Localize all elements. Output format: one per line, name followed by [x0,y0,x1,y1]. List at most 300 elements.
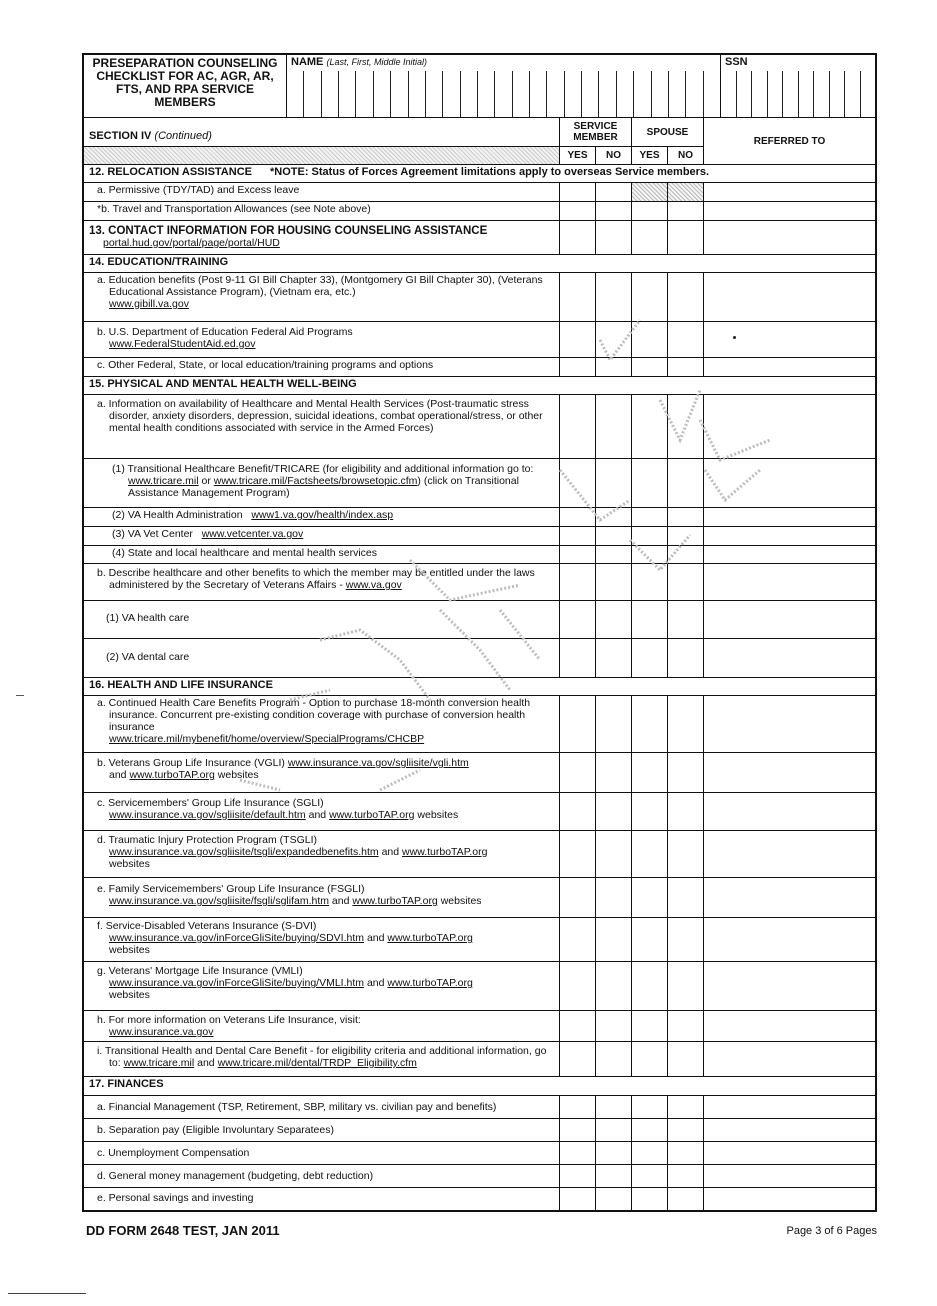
sm-no-box[interactable] [596,1011,632,1041]
table-row [84,601,875,639]
spouse-label: SPOUSE [632,118,703,147]
sp-no-box[interactable] [668,358,704,376]
item-body: f. Service-Disabled Veterans Insurance (S-DVI) [97,920,317,932]
sm-yes-box[interactable] [560,395,596,458]
sm-yes-box[interactable] [560,601,596,638]
column-headers [84,118,875,165]
spouse-header [632,118,704,164]
fsgli-link[interactable]: www.insurance.va.gov/sgliisite/fsgli/sglifam.htm [109,895,329,907]
sp-yes-box[interactable] [632,601,668,638]
referred-to-cell[interactable] [704,753,875,792]
referred-to-cell[interactable] [704,358,875,376]
websites-text: websites [109,858,150,870]
sm-yes-box[interactable] [560,564,596,600]
sp-no-box[interactable] [668,1011,704,1041]
sp-no-box[interactable] [668,878,704,917]
sm-no-box[interactable] [596,1142,632,1164]
section-label: SECTION IV [89,130,152,142]
referred-to-label: REFERRED TO [753,135,826,147]
sm-no-box[interactable] [596,1188,632,1210]
referred-to-cell[interactable] [704,1142,875,1164]
connector-text: and [366,932,385,944]
connector-text: or [198,475,214,487]
sp-yes-box[interactable] [632,358,668,376]
turbotap-link[interactable]: www.turboTAP.org [387,977,473,989]
referred-to-cell[interactable] [704,527,875,545]
item-body: a. Information on availability of Healthcare and Mental Health Services (Post-traumatic stress disorder, anxiety disorders, depression, suicidal ideations, combat operational/stress, or other mental health conditions associated with service in the Armed Forces) [97,398,543,434]
sm-yes-box[interactable] [560,962,596,1010]
name-label [287,55,720,71]
item-body: (2) VA Health Administration [112,509,243,521]
item-text: a. Permissive (TDY/TAD) and Excess leave [84,183,560,201]
websites-text: websites [417,809,459,821]
table-row [84,183,875,202]
sp-no-box[interactable] [668,639,704,677]
item-body: i. Transitional Health and Dental Care Benefit - for eligibility criteria and additional information, go to: [97,1045,547,1069]
vmli-link[interactable]: www.insurance.va.gov/inForceGliSite/buying/VMLI.htm [109,977,365,989]
sp-no-box[interactable] [668,322,704,357]
item-text: a. Financial Management (TSP, Retirement, SBP, military vs. civilian pay and benefits) [84,1096,560,1118]
connector-text: and [197,1057,215,1069]
name-label-text: NAME [291,56,324,68]
turbotap-link[interactable]: www.turboTAP.org [129,769,215,781]
referred-to-cell[interactable] [704,696,875,752]
tricare-factsheets-link[interactable]: www.tricare.mil/Factsheets/browsetopic.cfm [213,475,418,487]
sm-yes-box[interactable] [560,639,596,677]
table-row [84,1042,875,1077]
section-note: *NOTE: Status of Forces Agreement limitations apply to overseas Service members. [269,166,710,178]
sp-yes-box[interactable] [632,221,668,254]
ssn-label: SSN [725,56,748,68]
sm-yes-box[interactable] [560,221,596,254]
connector-text: and [109,769,127,781]
form-header [84,55,875,118]
referred-to-cell[interactable] [704,1011,875,1041]
item-body: b. U.S. Department of Education Federal Aid Programs [97,326,353,338]
sp-no-box[interactable] [668,753,704,792]
trdp-link[interactable]: www.tricare.mil/dental/TRDP_Eligibility.cfm [217,1057,417,1069]
shaded-bar [84,146,559,164]
table-row [84,878,875,918]
item-body: (1) VA health care [106,612,190,624]
table-row [84,639,875,678]
sp-no-box[interactable] [668,221,704,254]
sm-no-box[interactable] [596,202,632,220]
turbotap-link[interactable]: www.turboTAP.org [352,895,438,907]
section-title: 15. PHYSICAL AND MENTAL HEALTH WELL-BEING [89,378,357,390]
sm-no-box[interactable] [596,395,632,458]
item-body: c. Servicemembers' Group Life Insurance (SGLI) [97,797,324,809]
section-row [84,165,875,183]
va-health-link[interactable]: www1.va.gov/health/index.asp [251,509,394,521]
item-text [84,322,560,357]
sp-yes-box[interactable] [632,1096,668,1118]
sp-yes-box[interactable] [632,753,668,792]
sdvi-link[interactable]: www.insurance.va.gov/inForceGliSite/buying/SDVI.htm [109,932,365,944]
referred-to-cell[interactable] [704,395,875,458]
sm-no-box[interactable] [596,878,632,917]
sp-yes-box[interactable] [632,878,668,917]
sm-yes-box[interactable] [560,1011,596,1041]
section-title: 16. HEALTH AND LIFE INSURANCE [89,679,273,691]
section-title: 12. RELOCATION ASSISTANCE [89,166,252,178]
item-text [84,831,560,877]
yes-label: YES [560,147,596,164]
tricare-link[interactable]: www.tricare.mil [128,475,199,487]
sm-no-box[interactable] [596,639,632,677]
item-text: c. Other Federal, State, or local education/training programs and options [84,358,560,376]
sp-yes-box[interactable] [632,1119,668,1141]
sm-no-box[interactable] [596,564,632,600]
item-body: (3) VA Vet Center [112,528,193,540]
sm-yes-box[interactable] [560,793,596,830]
referred-to-cell[interactable] [704,459,875,507]
title-line: FTS, AND RPA SERVICE [115,82,255,96]
item-text: e. Personal savings and investing [84,1188,560,1210]
sp-yes-box[interactable] [632,202,668,220]
item-text: (4) State and local healthcare and mental health services [84,546,560,563]
sp-yes-box[interactable] [632,508,668,526]
sp-no-box[interactable] [668,793,704,830]
sm-yes-box[interactable] [560,831,596,877]
sm-no-box[interactable] [596,918,632,961]
bottom-mark [8,1293,86,1294]
item-body: h. For more information on Veterans Life Insurance, visit: [97,1014,361,1026]
table-row [84,696,875,753]
referred-to-cell[interactable] [704,1188,875,1210]
sp-yes-box[interactable] [632,1188,668,1210]
turbotap-link[interactable]: www.turboTAP.org [387,932,473,944]
referred-to-cell[interactable] [704,878,875,917]
referred-to-cell[interactable] [704,322,875,357]
item-body: d. Traumatic Injury Protection Program (TSGLI) [97,834,317,846]
table-row [84,221,875,255]
item-text: *b. Travel and Transportation Allowances (see Note above) [84,202,560,220]
sm-no-box[interactable] [596,322,632,357]
sp-no-box[interactable] [668,1042,704,1076]
table-row [84,546,875,564]
yes-label: YES [632,147,668,164]
item-text [84,221,560,254]
section-text [84,165,875,182]
referred-to-cell[interactable] [704,962,875,1010]
item-text [84,395,560,458]
item-text [84,878,560,917]
sp-yes-box[interactable] [632,1011,668,1041]
table-row [84,564,875,601]
referred-to-cell[interactable] [704,1096,875,1118]
sm-yes-box[interactable] [560,546,596,563]
section-title: 13. CONTACT INFORMATION FOR HOUSING COUNSELING ASSISTANCE [89,225,488,237]
websites-text: websites [440,895,482,907]
sm-yes-box[interactable] [560,527,596,545]
referred-to-cell[interactable] [704,639,875,677]
table-row [84,527,875,546]
item-text [84,508,560,526]
sp-yes-box[interactable] [632,639,668,677]
sp-no-box[interactable] [668,508,704,526]
table-row [84,358,875,377]
ssn-field[interactable] [721,55,875,117]
sm-yes-box[interactable] [560,1188,596,1210]
table-row [84,918,875,962]
sm-no-box[interactable] [596,1165,632,1187]
sm-no-box[interactable] [596,753,632,792]
item-body: b. Veterans Group Life Insurance (VGLI) [97,757,285,769]
sm-no-box[interactable] [596,508,632,526]
table-row [84,322,875,358]
item-body: a. Continued Health Care Benefits Program - Option to purchase 18-month conversion health insurance. Concurrent pre-existing condition coverage with purchase of conversion health insurance [97,697,531,733]
mark-dot [733,336,736,339]
sm-no-box[interactable] [596,273,632,321]
table-row [84,459,875,508]
connector-text: and [331,895,350,907]
turbotap-link[interactable]: www.turboTAP.org [402,846,488,858]
chcbp-link[interactable]: www.tricare.mil/mybenefit/home/overview/SpecialPrograms/CHCBP [109,733,425,745]
table-row [84,1142,875,1165]
sm-yes-box[interactable] [560,358,596,376]
title-line: MEMBERS [154,95,216,109]
sp-no-box[interactable] [668,527,704,545]
table-row [84,395,875,459]
vet-center-link[interactable]: www.vetcenter.va.gov [201,528,304,540]
referred-to-cell[interactable] [704,273,875,321]
sm-no-box[interactable] [596,696,632,752]
sm-no-box[interactable] [596,831,632,877]
sm-yes-box[interactable] [560,273,596,321]
section-row [84,255,875,273]
sm-yes-box[interactable] [560,322,596,357]
sm-yes-box[interactable] [560,459,596,507]
sp-no-box[interactable] [668,202,704,220]
sm-no-box[interactable] [596,962,632,1010]
sp-no-box[interactable] [668,831,704,877]
sm-yes-box[interactable] [560,1119,596,1141]
sm-yes-box[interactable] [560,696,596,752]
item-body: a. Education benefits (Post 9-11 GI Bill Chapter 33), (Montgomery GI Bill Chapter 30), (Veterans Educational Assistance Program), (Vietnam era, etc.) [97,274,543,298]
item-text [84,273,560,321]
form-title [84,55,287,117]
sm-no-box[interactable] [596,459,632,507]
sm-no-box[interactable] [596,601,632,638]
sp-yes-box[interactable] [632,831,668,877]
item-text [84,1042,560,1076]
sp-no-box[interactable] [668,962,704,1010]
item-body: (1) Transitional Healthcare Benefit/TRICARE (for eligibility and additional information go to: [112,463,534,475]
sm-yes-box[interactable] [560,202,596,220]
sp-yes-box[interactable] [632,1165,668,1187]
sp-no-box[interactable] [668,601,704,638]
sp-yes-box[interactable] [632,273,668,321]
fsa-link[interactable]: www.FederalStudentAid.ed.gov [109,338,256,350]
referred-to-cell[interactable] [704,793,875,830]
service-member-header [560,118,632,164]
sp-yes-box[interactable] [632,1042,668,1076]
sm-no-box[interactable] [596,793,632,830]
sp-no-box[interactable] [668,1142,704,1164]
sm-no-box[interactable] [596,1096,632,1118]
sm-yes-box[interactable] [560,753,596,792]
margin-mark [16,695,24,696]
sm-no-box[interactable] [596,1042,632,1076]
referred-to-cell[interactable] [704,831,875,877]
sp-yes-box[interactable] [632,918,668,961]
connector-text: and [366,977,385,989]
no-label: NO [606,150,621,161]
sp-no-box[interactable] [668,546,704,563]
referred-to-cell[interactable] [704,1119,875,1141]
sm-yes-box[interactable] [560,508,596,526]
item-text: d. General money management (budgeting, debt reduction) [84,1165,560,1187]
section-row [84,678,875,696]
item-text [84,459,560,507]
table-row [84,962,875,1011]
item-body: g. Veterans' Mortgage Life Insurance (VMLI) [97,965,303,977]
sp-yes-box[interactable] [632,564,668,600]
referred-to-cell[interactable] [704,221,875,254]
websites-text: websites [109,944,150,956]
tsgli-link[interactable]: www.insurance.va.gov/sgliisite/tsgli/expandedbenefits.htm [109,846,379,858]
name-field[interactable] [287,55,721,117]
section-note: (Continued) [154,130,212,142]
sm-yes-box[interactable] [560,878,596,917]
referred-to-cell[interactable] [704,183,875,201]
table-row [84,273,875,322]
sp-no-box[interactable] [668,1165,704,1187]
referred-to-cell[interactable] [704,202,875,220]
table-row [84,831,875,878]
connector-text: and [308,809,327,821]
form-id: DD FORM 2648 TEST, JAN 2011 [86,1223,280,1238]
sm-no-box[interactable] [596,1119,632,1141]
title-line: CHECKLIST FOR AC, AGR, AR, [96,69,274,83]
section-row [84,377,875,395]
sp-yes-box[interactable] [632,696,668,752]
sm-no-box[interactable] [596,527,632,545]
sm-no-box[interactable] [596,358,632,376]
table-row [84,1096,875,1119]
sp-yes-box[interactable] [632,1142,668,1164]
sp-no-box[interactable] [668,459,704,507]
sp-yes-box[interactable] [632,527,668,545]
sp-no-box[interactable] [668,273,704,321]
item-body: b. Describe healthcare and other benefits to which the member may be entitled under the laws administered by the Secretary of Veterans Affairs - [97,567,535,591]
item-body: (2) VA dental care [106,651,190,663]
va-gov-link[interactable]: www.va.gov [345,579,402,591]
no-label: NO [678,150,693,161]
sm-yes-box[interactable] [560,183,596,201]
item-body: e. Family Servicemembers' Group Life Insurance (FSGLI) [97,883,365,895]
checklist-form [82,53,877,1212]
sm-no-box[interactable] [596,221,632,254]
sp-yes-box[interactable] [632,793,668,830]
sm-no-box[interactable] [596,183,632,201]
item-text [84,753,560,792]
sp-yes-box[interactable] [632,322,668,357]
item-text [84,962,560,1010]
turbotap-link[interactable]: www.turboTAP.org [329,809,415,821]
referred-to-cell[interactable] [704,508,875,526]
referred-to-cell[interactable] [704,1165,875,1187]
sp-yes-box[interactable] [632,962,668,1010]
referred-to-cell[interactable] [704,564,875,600]
sp-yes-box[interactable] [632,546,668,563]
hud-link[interactable]: portal.hud.gov/portal/page/portal/HUD [103,237,280,249]
item-text [84,527,560,545]
sm-yes-box[interactable] [560,1096,596,1118]
sp-no-box [668,183,704,201]
sp-yes-box[interactable] [632,395,668,458]
sp-no-box[interactable] [668,1096,704,1118]
section-header-cell [84,118,560,164]
sp-no-box[interactable] [668,1119,704,1141]
section-title: 17. FINANCES [89,1078,164,1090]
ssn-boxes[interactable] [721,71,875,117]
item-body-end: ) (click on Transitional Assistance Management Program) [128,475,519,499]
name-hint: (Last, First, Middle Initial) [326,57,427,67]
item-text [84,639,560,677]
section-row [84,1077,875,1096]
table-row [84,1119,875,1142]
item-text [84,601,560,638]
page-number: Page 3 of 6 Pages [786,1225,877,1237]
referred-to-cell[interactable] [704,918,875,961]
gibill-link[interactable]: www.gibill.va.gov [109,298,189,310]
item-text: b. Separation pay (Eligible Involuntary Separatees) [84,1119,560,1141]
section-title [89,130,212,142]
tricare-link[interactable]: www.tricare.mil [123,1057,195,1069]
title-line: PRESEPARATION COUNSELING [92,56,278,70]
sp-no-box[interactable] [668,564,704,600]
sm-yes-box[interactable] [560,918,596,961]
websites-text: websites [109,989,150,1001]
sm-yes-box[interactable] [560,1142,596,1164]
sp-no-box[interactable] [668,696,704,752]
item-text [84,1011,560,1041]
sm-no-box[interactable] [596,546,632,563]
sp-no-box[interactable] [668,395,704,458]
table-row [84,202,875,221]
table-row [84,1011,875,1042]
referred-to-cell[interactable] [704,601,875,638]
table-row [84,1165,875,1188]
sgli-link[interactable]: www.insurance.va.gov/sgliisite/default.htm [109,809,306,821]
referred-to-cell[interactable] [704,1042,875,1076]
sp-no-box[interactable] [668,918,704,961]
table-row [84,508,875,527]
sm-yes-box[interactable] [560,1042,596,1076]
item-text [84,696,560,752]
connector-text: and [381,846,400,858]
insurance-va-link[interactable]: www.insurance.va.gov [109,1026,214,1038]
name-boxes[interactable] [287,71,720,117]
item-text: c. Unemployment Compensation [84,1142,560,1164]
sp-yes-box[interactable] [632,459,668,507]
table-row [84,753,875,793]
item-text [84,564,560,600]
sm-yes-box[interactable] [560,1165,596,1187]
service-member-label: SERVICE MEMBER [560,118,631,147]
sp-no-box[interactable] [668,1188,704,1210]
referred-to-cell[interactable] [704,546,875,563]
table-row [84,1188,875,1210]
item-text [84,918,560,961]
table-row [84,793,875,831]
sp-yes-box [632,183,668,201]
websites-text: websites [217,769,259,781]
vgli-link[interactable]: www.insurance.va.gov/sgliisite/vgli.htm [287,757,469,769]
item-text [84,793,560,830]
